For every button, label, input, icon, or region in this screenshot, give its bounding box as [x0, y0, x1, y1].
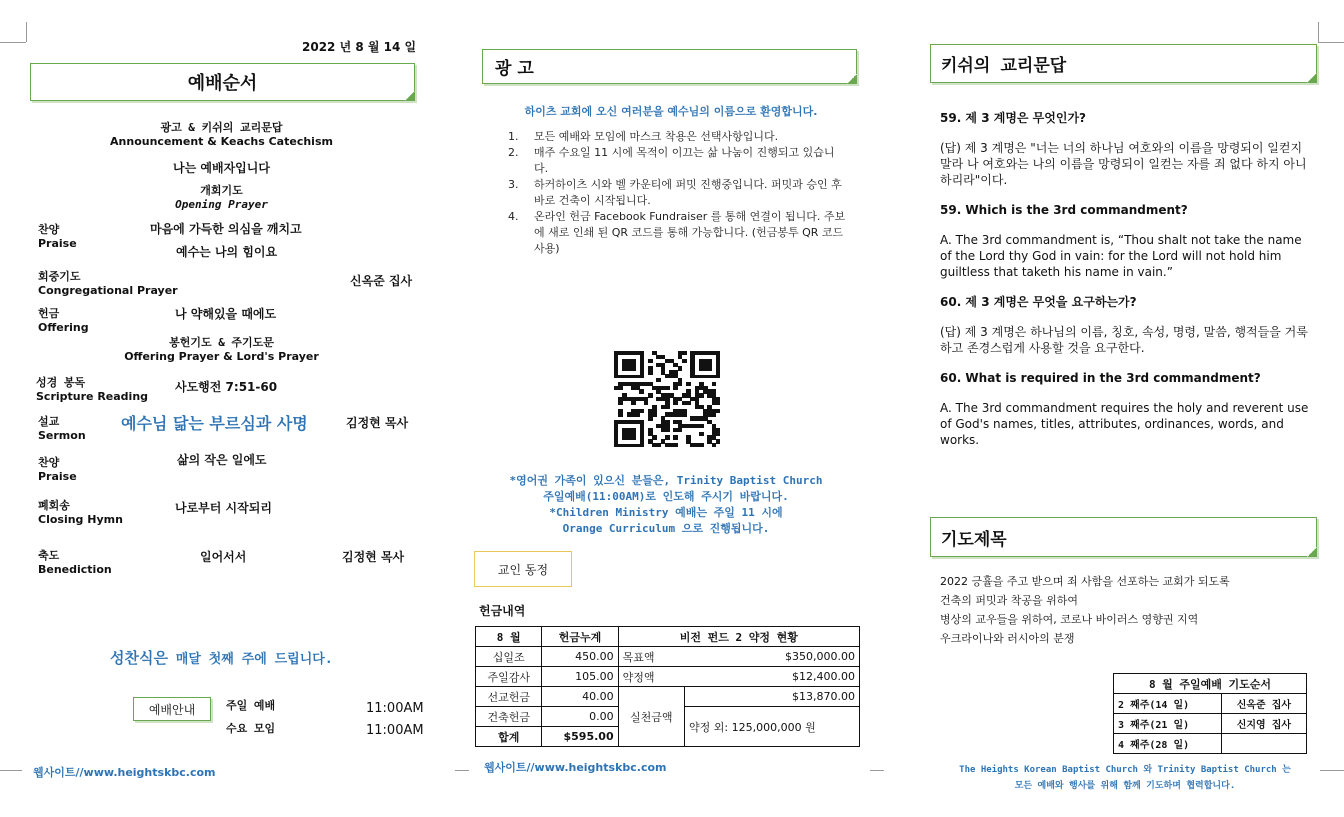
prayer-list — [940, 572, 1230, 648]
qr-module — [678, 382, 683, 386]
qr-module — [699, 432, 704, 436]
qr-finder — [622, 428, 635, 440]
qr-module — [656, 378, 661, 382]
announcement-number: 1. — [508, 130, 519, 143]
label-english: Scripture Reading — [36, 390, 149, 403]
label-english: Benediction — [38, 563, 112, 576]
qr-module — [656, 443, 661, 447]
offering-song: 나 약해있을 때에도 — [175, 307, 277, 321]
item-english: Opening Prayer — [175, 198, 268, 211]
notice-line: *영어권 가족이 있으신 분들은, Trinity Baptist Church — [509, 474, 823, 487]
vision-label: 실천금액 — [618, 687, 684, 747]
label-korean: 찬양 — [38, 456, 60, 469]
praise-song-1: 마음에 가득한 의심을 깨치고 — [150, 222, 302, 236]
worship-item — [30, 334, 413, 363]
header-vision-fund: 비전 펀드 2 약정 현황 — [618, 627, 859, 647]
catechism-question: 59. 제 3 계명은 무엇인가? — [940, 111, 1087, 125]
announcement-item — [508, 145, 848, 177]
worship-item-label — [38, 413, 86, 442]
qr-module — [673, 435, 678, 439]
offering-title: 헌금내역 — [479, 604, 526, 618]
benediction-content: 일어서서 — [200, 550, 247, 564]
qr-module — [686, 401, 691, 405]
announcement-item — [508, 129, 848, 145]
qr-module — [618, 401, 623, 405]
bulletin-date: 2022 년 8 월 14 일 — [302, 40, 417, 54]
prayer-person: 신지영 집사 — [1221, 714, 1306, 734]
prayer-item: 우크라이나와 러시아의 분쟁 — [940, 632, 1075, 645]
worship-item — [30, 182, 413, 211]
catechism-header — [930, 44, 1317, 83]
qr-module — [665, 386, 670, 390]
qr-module — [712, 412, 717, 416]
vision-value: $12,400.00 — [685, 667, 860, 687]
offering-name: 주일감사 — [476, 667, 542, 687]
qr-module — [712, 443, 717, 447]
item-korean: 광고 & 키쉬의 교리문답 — [160, 121, 283, 134]
qr-module — [699, 443, 704, 447]
prayer-table-title: 8 월 주일예배 기도순서 — [1114, 674, 1307, 694]
worship-item-label — [38, 305, 89, 334]
qr-module — [673, 443, 678, 447]
qr-finder — [622, 359, 635, 371]
label-korean: 찬양 — [38, 223, 60, 236]
notice-line: Orange Curriculum 으로 진행됩니다. — [562, 522, 770, 535]
worship-item-label — [38, 268, 178, 297]
praise-song-2: 예수는 나의 힘이요 — [176, 245, 278, 259]
prayer-title: 기도제목 — [941, 529, 1007, 550]
notice-line: *Children Ministry 예배는 주일 11 시에 — [549, 506, 783, 519]
item-korean: 봉헌기도 & 주기도문 — [169, 336, 274, 349]
schedule-name: 주일 예배 — [226, 699, 276, 712]
item-english: Announcement & Keachs Catechism — [110, 135, 333, 148]
qr-module — [682, 412, 687, 416]
catechism-answer: (답) 제 3 계명은 하나님의 이름, 칭호, 속성, 명령, 말씀, 행적들을 거룩하고 존경스럽게 사용할 것을 요구한다. — [940, 325, 1308, 355]
benediction-pastor: 김정현 목사 — [342, 550, 405, 564]
prayer-header — [930, 517, 1317, 557]
order-of-worship-header — [30, 63, 415, 101]
worship-item-label — [38, 221, 77, 250]
qr-module — [644, 401, 649, 405]
welcome-message: 하이츠 교회에 오신 여러분을 예수님의 이름으로 환영합니다. — [524, 105, 818, 118]
catechism-qa — [940, 110, 1310, 448]
qr-module — [618, 386, 623, 390]
footer-line: 모든 예배와 행사를 위해 함께 기도하며 협력합니다. — [1014, 781, 1236, 791]
vision-value: $13,870.00 — [685, 687, 860, 707]
offering-table — [475, 626, 860, 747]
qr-module — [686, 382, 691, 386]
qr-module — [639, 389, 644, 393]
catechism-question: 60. What is required in the 3rd commandment? — [940, 371, 1261, 385]
catechism-answer: A. The 3rd commandment is, “Thou shalt not take the name of the Lord thy God in vain: for the Lord will not hold him guiltless that taketh his name in vain.” — [940, 233, 1302, 279]
catechism-question: 59. Which is the 3rd commandment? — [940, 203, 1188, 217]
label-english: Praise — [38, 470, 77, 483]
qr-module — [665, 428, 670, 432]
announcement-number: 3. — [508, 178, 519, 191]
header-total: 헌금누계 — [542, 627, 618, 647]
scripture-reference: 사도행전 7:51-60 — [175, 380, 278, 394]
prayer-schedule-table — [1113, 673, 1307, 754]
preacher: 김정현 목사 — [346, 416, 409, 430]
vision-value: $350,000.00 — [685, 647, 860, 667]
qr-module — [648, 359, 653, 363]
prayer-week: 2 째주(14 일) — [1114, 694, 1222, 714]
offering-total-label: 합계 — [476, 727, 542, 747]
footer-line: The Heights Korean Baptist Church 와 Trinity Baptist Church 는 — [959, 765, 1291, 775]
vision-label: 목표액 — [618, 647, 684, 667]
notice-line: 주일예배(11:00AM)로 인도해 주시기 바랍니다. — [543, 490, 789, 503]
qr-module — [682, 351, 687, 355]
label-english: Closing Hymn — [38, 513, 123, 526]
announcement-item — [508, 209, 848, 257]
announcements-header — [482, 49, 857, 84]
catechism-answer: A. The 3rd commandment requires the holy and reverent use of God's names, titles, attributes, ordinances, words, and works. — [940, 401, 1309, 447]
qr-module — [618, 412, 623, 416]
schedule-name: 수요 모임 — [226, 722, 276, 735]
qr-module — [716, 432, 721, 436]
offering-amount: 40.00 — [542, 687, 618, 707]
announcement-text: 매주 수요일 11 시에 목적이 이끄는 삶 나눔이 진행되고 있습니다. — [534, 146, 835, 175]
qr-module — [648, 416, 653, 420]
label-english: Sermon — [38, 429, 86, 442]
prayer-item: 병상의 교우들을 위하여, 코로나 바이러스 영향권 지역 — [940, 613, 1199, 626]
catechism-question: 60. 제 3 계명은 무엇을 요구하는가? — [940, 295, 1137, 309]
worship-item-label — [36, 374, 148, 403]
qr-module — [716, 401, 721, 405]
offering-amount: 105.00 — [542, 667, 618, 687]
label-korean: 폐회송 — [38, 499, 70, 512]
announcement-list — [508, 129, 848, 257]
qr-module — [699, 424, 704, 428]
qr-module — [678, 366, 683, 370]
label-korean: 설교 — [38, 415, 60, 428]
qr-module — [716, 439, 721, 443]
qr-module — [716, 409, 721, 413]
label-korean: 성경 봉독 — [36, 376, 86, 389]
praise-song-3: 삶의 작은 일에도 — [177, 453, 267, 467]
qr-module — [631, 401, 636, 405]
communion-highlight: 성찬식은 — [110, 649, 168, 667]
catechism-title: 키쉬의 교리문답 — [941, 56, 1067, 76]
prayer-item: 건축의 퍼밋과 착공을 위하여 — [940, 594, 1079, 607]
item-korean: 개회기도 — [200, 184, 243, 197]
worship-item-label — [38, 497, 123, 526]
announcement-number: 4. — [508, 210, 519, 223]
announcement-item — [508, 177, 848, 209]
label-korean: 회중기도 — [38, 270, 81, 283]
sermon-title: 예수님 닮는 부르심과 사명 — [121, 414, 308, 433]
announcement-text: 모든 예배와 모임에 마스크 착용은 선택사항입니다. — [534, 130, 779, 143]
cooperation-footer — [940, 762, 1310, 794]
offering-total-amount: $595.00 — [542, 727, 618, 747]
vision-value: 약정 외: 125,000,000 원 — [685, 707, 860, 747]
label-korean: 헌금 — [38, 307, 60, 320]
catechism-answer: (답) 제 3 계명은 "너는 너의 하나님 여호와의 이름을 망령되이 일컫지 말라 나 여호와는 나의 이름을 망령되이 일컫는 자를 죄 없다 하지 아니하리라"이다. — [940, 141, 1307, 187]
qr-code-image[interactable] — [614, 351, 720, 447]
website-link[interactable]: 웹사이트//www.heightskbc.com — [484, 761, 667, 774]
english-ministry-notice — [476, 473, 856, 537]
worship-item-label — [38, 547, 112, 576]
offering-amount: 450.00 — [542, 647, 618, 667]
prayer-week: 4 째주(28 일) — [1114, 734, 1222, 754]
worship-item-label — [38, 454, 77, 483]
schedule-time: 11:00AM — [366, 701, 424, 716]
qr-module — [699, 393, 704, 397]
member-news-label: 교인 동정 — [474, 551, 572, 587]
qr-module — [673, 386, 678, 390]
offering-amount: 0.00 — [542, 707, 618, 727]
vision-label: 약정액 — [618, 667, 684, 687]
qr-finder — [699, 359, 712, 371]
qr-module — [665, 405, 670, 409]
prayer-leader: 신옥준 집사 — [350, 274, 413, 288]
worship-item-song: 나는 예배자입니다 — [173, 161, 270, 175]
qr-module — [648, 370, 653, 374]
prayer-item: 2022 긍휼을 주고 받으며 죄 사함을 선포하는 교회가 되도록 — [940, 575, 1230, 588]
announcement-text: 하커하이츠 시와 벨 카운티에 퍼밋 진행중입니다. 퍼밋과 승인 후 바로 건축이 시작됩니다. — [534, 178, 842, 207]
label-english: Congregational Prayer — [38, 284, 178, 297]
qr-module — [652, 412, 657, 416]
label-english: Praise — [38, 237, 77, 250]
qr-module — [673, 401, 678, 405]
worship-item — [30, 119, 413, 148]
announcement-number: 2. — [508, 146, 519, 159]
header-month: 8 월 — [476, 627, 542, 647]
prayer-week: 3 째주(21 일) — [1114, 714, 1222, 734]
label-english: Offering — [38, 321, 89, 334]
qr-module — [652, 435, 657, 439]
qr-module — [682, 359, 687, 363]
closing-hymn-title: 나로부터 시작되리 — [175, 501, 272, 515]
qr-module — [665, 435, 670, 439]
label-korean: 축도 — [38, 549, 60, 562]
qr-module — [712, 382, 717, 386]
communion-note — [110, 647, 333, 668]
schedule-time: 11:00AM — [366, 723, 424, 738]
qr-module — [678, 428, 683, 432]
offering-name: 십일조 — [476, 647, 542, 667]
qr-module — [648, 393, 653, 397]
worship-guide-label: 예배안내 — [133, 697, 211, 721]
qr-module — [639, 409, 644, 413]
prayer-person — [1221, 734, 1306, 754]
offering-name: 건축헌금 — [476, 707, 542, 727]
announcement-text: 온라인 헌금 Facebook Fundraiser 를 통해 연결이 됩니다. 주보에 새로 인쇄 된 QR 코드를 통해 가능합니다. (헌금봉투 QR 코드 사용) — [534, 210, 846, 255]
order-of-worship-title: 예배순서 — [187, 73, 258, 94]
item-english: Offering Prayer & Lord's Prayer — [124, 350, 319, 363]
website-link[interactable]: 웹사이트//www.heightskbc.com — [33, 766, 216, 779]
prayer-person: 신옥준 집사 — [1221, 694, 1306, 714]
qr-module — [635, 412, 640, 416]
offering-name: 선교헌금 — [476, 687, 542, 707]
communion-rest: 매달 첫째 주에 드립니다. — [167, 652, 333, 667]
announcements-title: 광 고 — [495, 59, 534, 79]
